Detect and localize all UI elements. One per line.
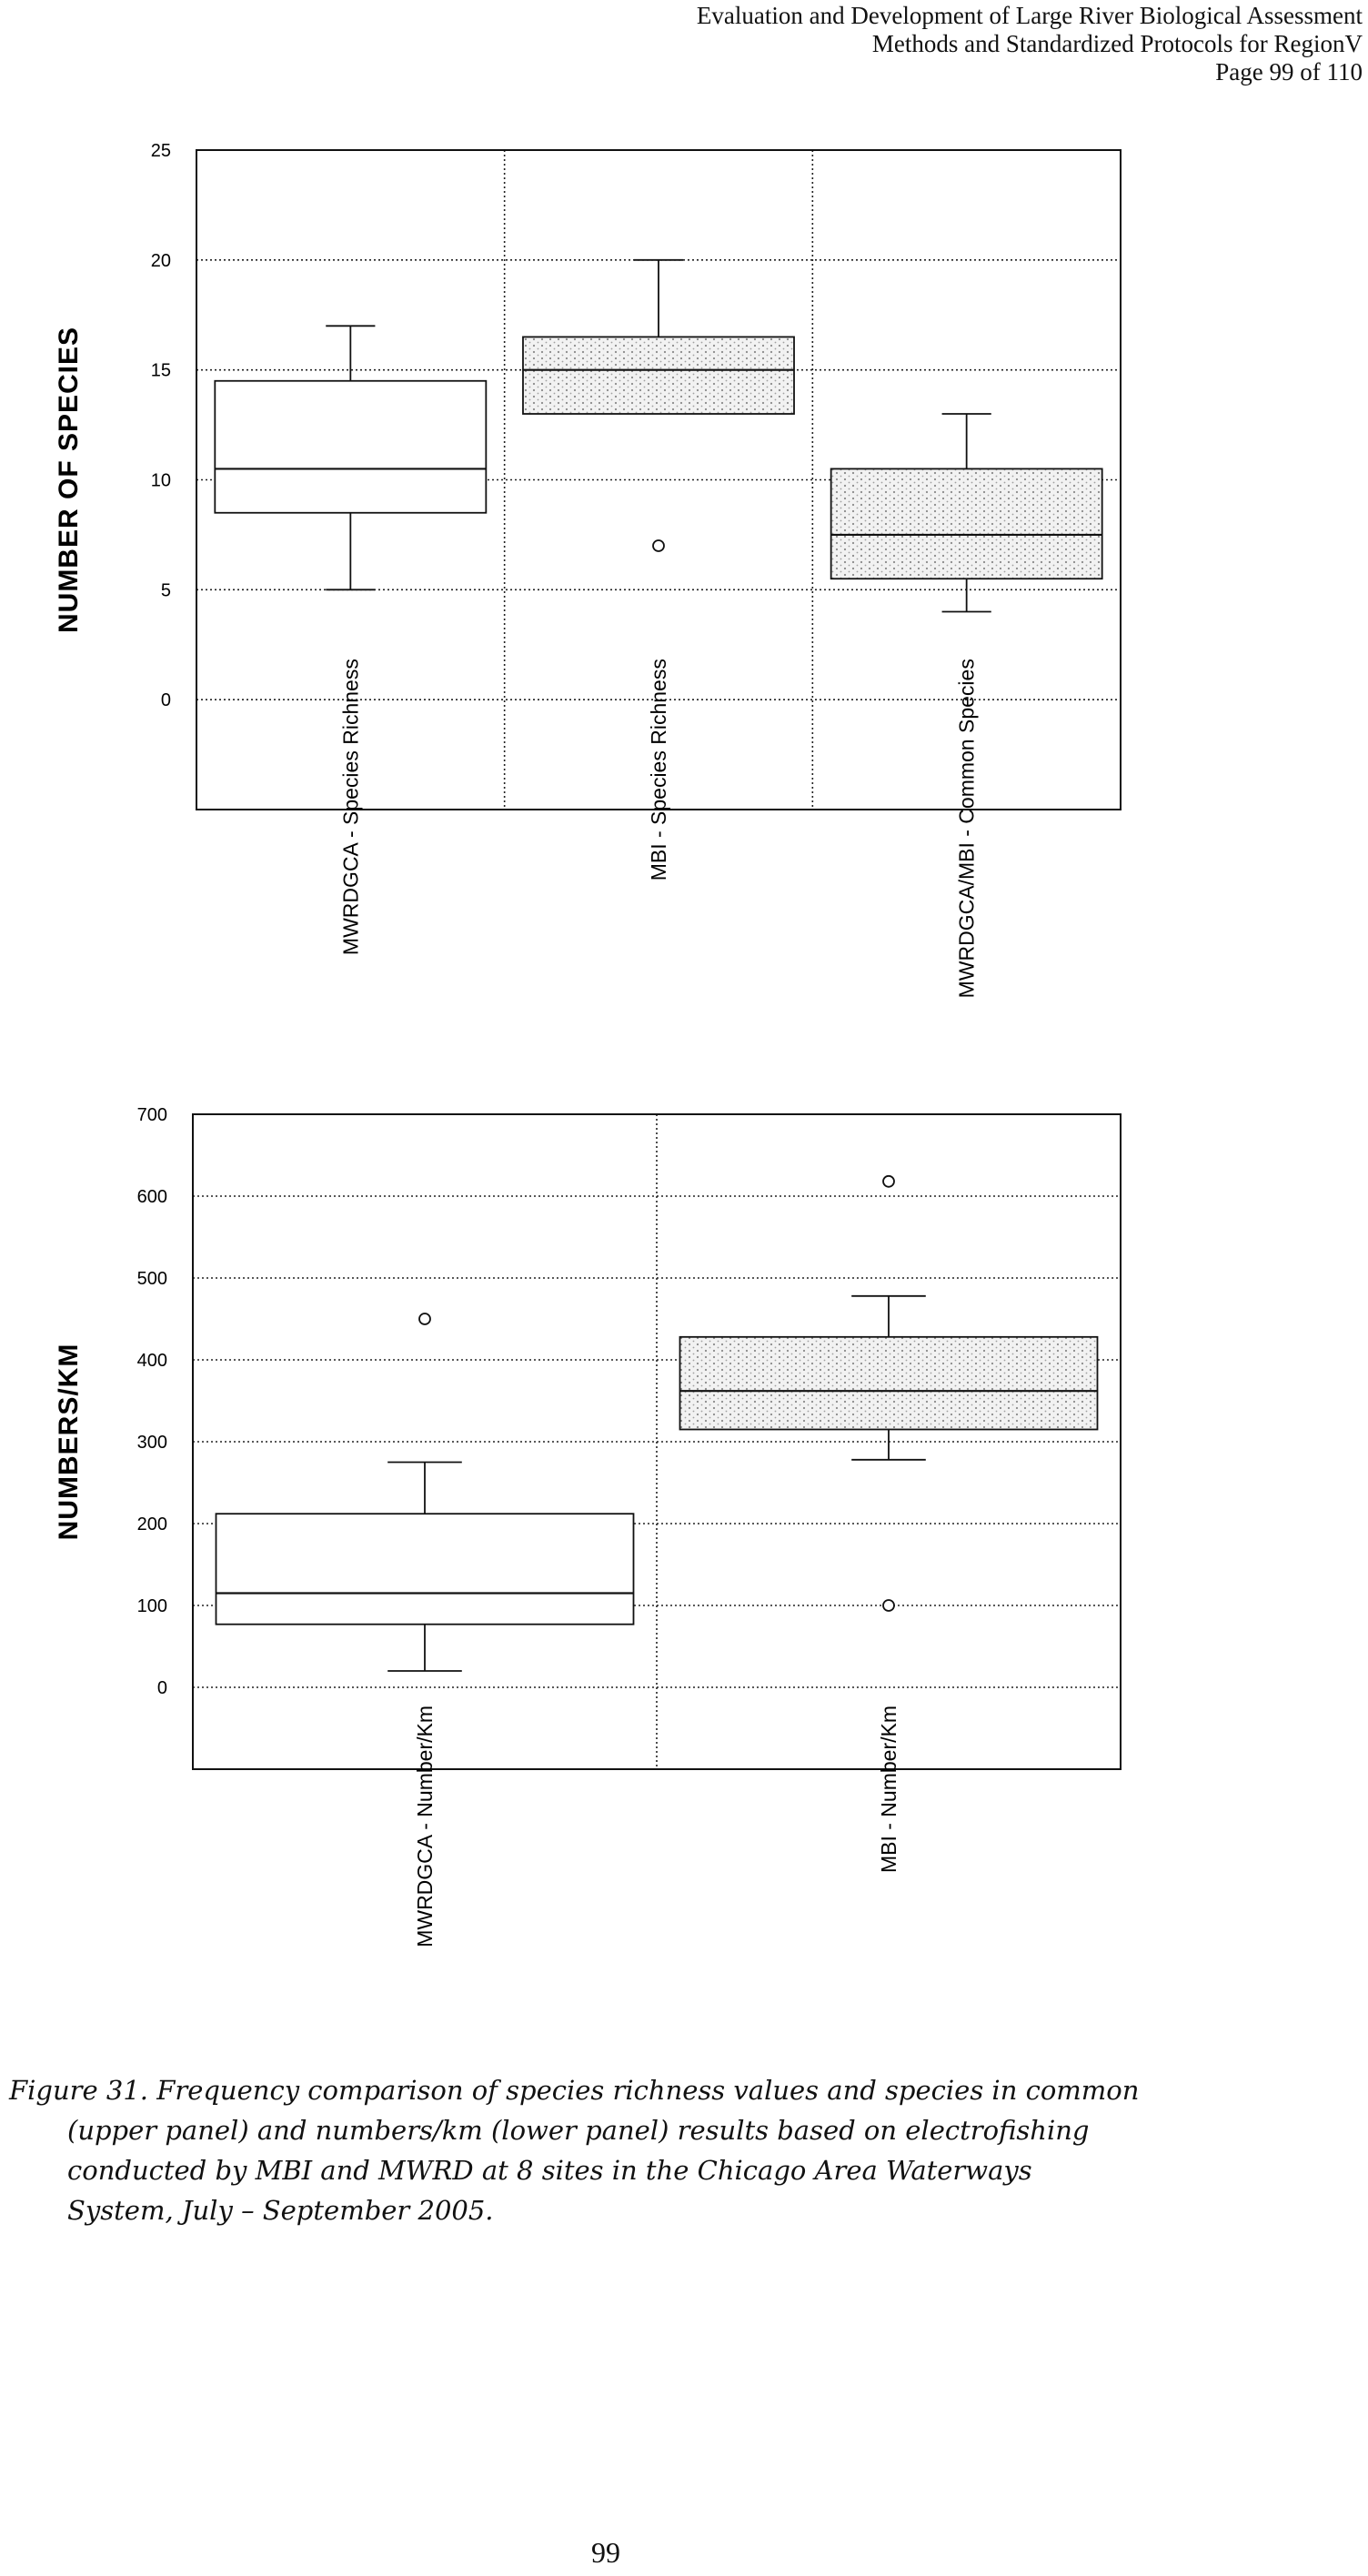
y-tick-label: 20 xyxy=(150,250,171,271)
category-label: MBI - Species Richness xyxy=(647,659,670,881)
y-tick-label: 500 xyxy=(136,1269,167,1289)
outlier-point xyxy=(883,1176,894,1187)
lower-chart-svg xyxy=(0,1101,1368,2065)
header-title-line2: Methods and Standardized Protocols for RegionV xyxy=(871,30,1363,57)
caption-line-3: conducted by MBI and MWRD at 8 sites in the Chicago Area Waterways xyxy=(67,2155,1032,2186)
box-iqr xyxy=(215,381,486,513)
figure-caption xyxy=(9,2070,1182,2230)
category-label: MWRDGCA - Species Richness xyxy=(338,659,363,956)
outlier-point xyxy=(883,1600,894,1611)
y-tick-label: 200 xyxy=(136,1514,167,1535)
outlier-point xyxy=(419,1313,430,1324)
box-iqr xyxy=(216,1514,634,1625)
y-tick-label: 0 xyxy=(156,1678,167,1698)
box-iqr xyxy=(523,337,794,414)
y-tick-label: 10 xyxy=(150,470,171,491)
category-label: MWRDGCA/MBI - Common Species xyxy=(954,659,979,999)
y-tick-label: 300 xyxy=(136,1433,167,1453)
y-tick-label: 0 xyxy=(160,690,171,711)
category-label: MWRDGCA - Number/Km xyxy=(413,1706,437,1947)
y-tick-label: 100 xyxy=(136,1596,167,1616)
box-iqr xyxy=(831,468,1102,579)
y-tick-label: 25 xyxy=(150,141,171,161)
page-number: 99 xyxy=(591,2536,620,2569)
caption-line-2: (upper panel) and numbers/km (lower panel) results based on electrofishing xyxy=(67,2115,1090,2146)
header-page-line: Page 99 of 110 xyxy=(1215,58,1363,86)
y-tick-label: 700 xyxy=(136,1105,167,1125)
upper-chart-svg xyxy=(0,127,1368,1092)
page-header xyxy=(697,2,1363,86)
y-tick-label: 5 xyxy=(160,580,171,601)
caption-line-1: Figure 31. Frequency comparison of species richness values and species in common xyxy=(9,2075,1140,2106)
lower-chart xyxy=(0,1101,1368,2065)
y-axis-title: NUMBER OF SPECIES xyxy=(54,326,84,634)
upper-chart xyxy=(0,127,1368,1092)
y-tick-label: 600 xyxy=(136,1187,167,1207)
header-title-line1: Evaluation and Development of Large River Biological Assessment xyxy=(696,2,1363,29)
category-label: MBI - Number/Km xyxy=(877,1706,900,1874)
caption-line-4: System, July – September 2005. xyxy=(67,2195,494,2226)
y-tick-label: 15 xyxy=(150,360,171,381)
y-tick-label: 400 xyxy=(136,1351,167,1371)
outlier-point xyxy=(653,540,664,551)
box-iqr xyxy=(680,1337,1098,1430)
y-axis-title: NUMBERS/KM xyxy=(54,1343,84,1541)
